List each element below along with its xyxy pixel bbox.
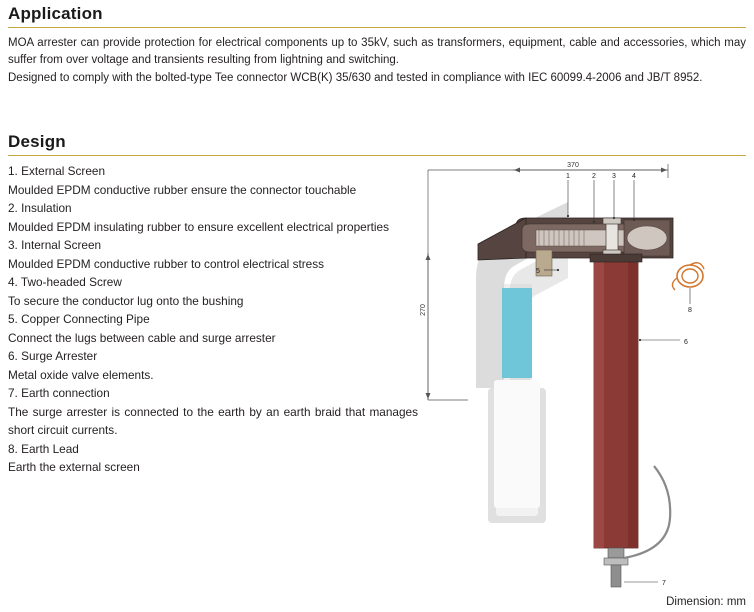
design-item-desc: Metal oxide valve elements. [8, 367, 154, 382]
design-item-title: 2. Insulation [8, 201, 72, 215]
design-item [8, 384, 418, 440]
dimension-width-label: 370 [567, 162, 579, 169]
design-divider [8, 155, 746, 156]
design-item-desc: Moulded EPDM conductive rubber to control electrical stress [8, 256, 325, 271]
design-item-desc: Moulded EPDM conductive rubber ensure the connector touchable [8, 182, 357, 197]
design-item-desc: Connect the lugs between cable and surge arrester [8, 330, 276, 345]
callout-3: 3 [612, 173, 616, 180]
application-section [8, 4, 746, 89]
design-item [8, 347, 418, 384]
callout-8: 8 [688, 307, 692, 314]
callout-5: 5 [536, 268, 540, 275]
callout-1: 1 [566, 173, 570, 180]
callout-7: 7 [662, 580, 666, 587]
design-item [8, 199, 418, 236]
cable-lower-sheath [494, 380, 540, 508]
design-item-title: 6. Surge Arrester [8, 349, 98, 363]
surge-arrester [590, 254, 642, 548]
width-dimension-line [513, 168, 668, 173]
design-heading: Design [8, 132, 66, 151]
tee-connector-body [478, 218, 673, 260]
design-item-list [8, 162, 418, 477]
design-item-title: 5. Copper Connecting Pipe [8, 312, 150, 326]
design-item-desc: To secure the conductor lug onto the bushing [8, 293, 244, 308]
dimension-note: Dimension: mm [666, 596, 746, 608]
design-item-desc: Earth the external screen [8, 460, 140, 474]
design-item-desc: Moulded EPDM insulating rubber to ensure excellent electrical properties [8, 219, 389, 234]
design-item-desc: The surge arrester is connected to the earth by an earth braid that manages short circuit currents. [8, 404, 418, 437]
design-item [8, 236, 418, 273]
design-item [8, 310, 418, 347]
callout-6: 6 [684, 339, 688, 346]
application-paragraph-1: MOA arrester can provide protection for electrical components up to 35kV, such as transformers, equipment, cable and accessories, which may suffer from over voltage and transients resulting from lightning and switching. [8, 37, 746, 66]
application-heading: Application [8, 4, 103, 23]
design-item [8, 162, 418, 199]
cable-conductor [502, 288, 532, 378]
application-divider [8, 27, 746, 28]
design-item-title: 4. Two-headed Screw [8, 275, 122, 289]
dimension-height-label: 270 [420, 304, 427, 316]
product-cross-section-figure [418, 158, 748, 598]
earth-lead-coil [672, 263, 704, 290]
design-item [8, 440, 418, 477]
design-item [8, 273, 418, 310]
design-item-title: 8. Earth Lead [8, 441, 79, 456]
height-dimension-line [426, 253, 431, 400]
application-paragraph-2: Designed to comply with the bolted-type Tee connector WCB(K) 35/630 and tested in compliance with IEC 60099.4-2006 and JB/T 8952. [8, 72, 703, 84]
callout-4: 4 [632, 173, 636, 180]
design-item-title: 7. Earth connection [8, 386, 110, 400]
design-item-title: 3. Internal Screen [8, 238, 102, 252]
callout-2: 2 [592, 173, 596, 180]
design-item-title: 1. External Screen [8, 164, 106, 178]
